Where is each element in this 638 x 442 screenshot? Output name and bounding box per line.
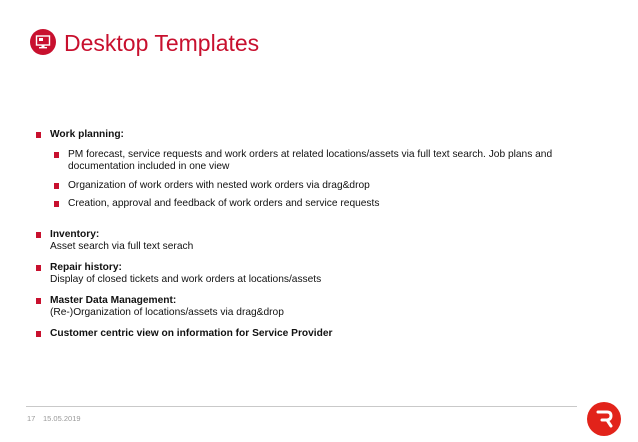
bullet-marker (54, 152, 59, 158)
bullet-work-planning (36, 129, 576, 142)
footer-date: 15.05.2019 (43, 414, 81, 423)
bullet-marker (36, 265, 41, 271)
bullet-title: Inventory: (50, 228, 100, 240)
bullet-marker (36, 132, 41, 138)
bullet-marker (36, 232, 41, 238)
bullet-text: Creation, approval and feedback of work orders and service requests (68, 198, 380, 209)
page-title: Desktop Templates (64, 30, 260, 56)
bullet-marker (36, 298, 41, 304)
bullet-title: Customer centric view on information for Service Provider (50, 327, 333, 339)
bullet-text: Asset search via full text serach (50, 241, 194, 252)
bullet-text: PM forecast, service requests and work orders at related locations/assets via full text search. Job plans and documentation included in one view (68, 148, 553, 172)
footer-divider (26, 406, 577, 407)
bullet-list (36, 129, 576, 340)
bullet-title: Repair history: (50, 261, 122, 273)
bullet-marker (54, 183, 59, 189)
bullet-text: Organization of work orders with nested work orders via drag&drop (68, 179, 370, 191)
page-number: 17 (27, 414, 36, 423)
sub-bullet (54, 149, 576, 174)
bullet-marker (54, 201, 59, 207)
sub-bullet (54, 180, 576, 193)
bullet-title: Master Data Management: (50, 294, 177, 306)
bullet-repair-history (36, 262, 576, 287)
bullet-text: Display of closed tickets and work orders at locations/assets (50, 274, 322, 285)
bullet-customer-view (36, 328, 576, 341)
bullet-text: (Re-)Organization of locations/assets via drag&drop (50, 307, 284, 318)
sub-bullet (54, 198, 576, 211)
bullet-marker (36, 331, 41, 337)
bullet-inventory (36, 229, 576, 254)
bullet-master-data (36, 295, 576, 320)
monitor-icon (30, 29, 56, 55)
bullet-title: Work planning: (50, 129, 124, 140)
sub-bullet-list (54, 149, 576, 211)
company-logo-icon (587, 402, 621, 436)
